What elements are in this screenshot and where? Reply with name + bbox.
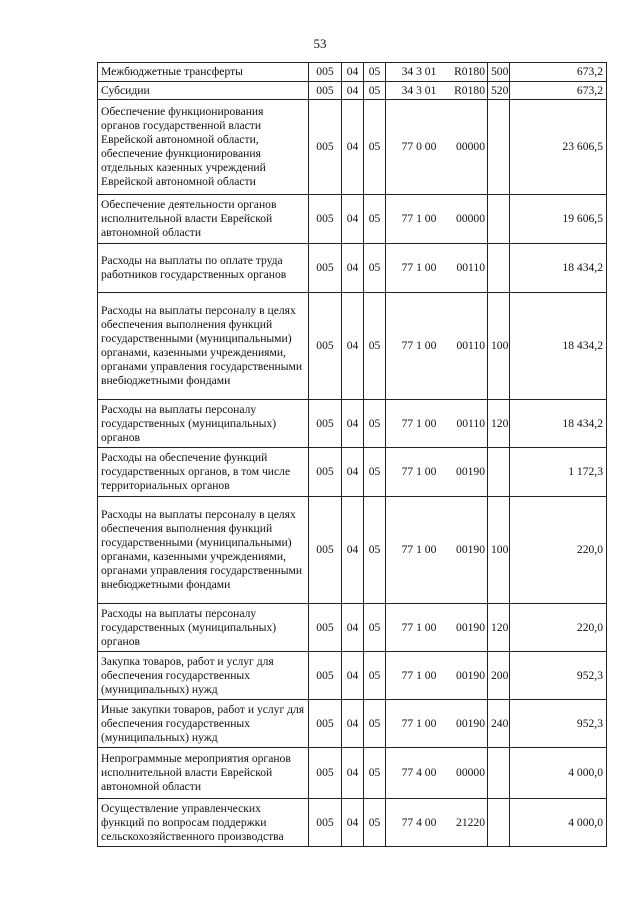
row-csr-code: 00190: [456, 620, 485, 634]
table-row: [98, 497, 607, 604]
row-csr: [386, 195, 488, 244]
row-csr-prefix: 77 4 00: [401, 815, 437, 829]
row-grbs: 005: [309, 748, 342, 799]
row-rz: 04: [342, 195, 364, 244]
table-row: [98, 700, 607, 748]
row-csr: [386, 448, 488, 497]
row-vr: [488, 748, 510, 799]
row-grbs: 005: [309, 652, 342, 700]
row-grbs: 005: [309, 700, 342, 748]
row-pr: 05: [364, 604, 386, 652]
row-csr-prefix: 77 0 00: [401, 140, 437, 153]
row-csr-code: 00110: [456, 416, 485, 430]
row-name: Расходы на обеспечение функций государственных органов, в том числе территориальных органов: [98, 448, 309, 497]
row-pr: 05: [364, 63, 386, 82]
table-row: [98, 652, 607, 700]
row-amount: 220,0: [510, 604, 607, 652]
table-row: [98, 63, 607, 82]
row-csr-code: 00190: [456, 716, 485, 730]
row-pr: 05: [364, 195, 386, 244]
row-csr-code: R0180: [454, 83, 485, 97]
row-grbs: 005: [309, 82, 342, 100]
row-rz: 04: [342, 100, 364, 195]
row-amount: 952,3: [510, 700, 607, 748]
row-rz: 04: [342, 63, 364, 82]
row-csr-prefix: 77 1 00: [401, 212, 437, 225]
row-rz: 04: [342, 400, 364, 448]
row-rz: 04: [342, 497, 364, 604]
row-name: Закупка товаров, работ и услуг для обеспечения государственных (муниципальных) нужд: [98, 652, 309, 700]
row-name: Расходы на выплаты персоналу в целях обеспечения выполнения функций государственными (муниципальными) органами, казенными учреждениями, органами управления государственными внебюджетными фондами: [98, 293, 309, 400]
row-vr: [488, 195, 510, 244]
row-rz: 04: [342, 244, 364, 293]
row-grbs: 005: [309, 195, 342, 244]
row-vr: 520: [488, 82, 510, 100]
row-pr: 05: [364, 799, 386, 847]
row-csr-code: R0180: [454, 65, 485, 78]
row-vr: [488, 799, 510, 847]
row-vr: 120: [488, 400, 510, 448]
table-row: [98, 244, 607, 293]
row-csr: [386, 652, 488, 700]
row-csr: [386, 799, 488, 847]
row-pr: 05: [364, 748, 386, 799]
row-name: Обеспечение функционирования органов государственной власти Еврейской автономной области, обеспечение функционирования отдельных казенных учреждений Еврейской автономной области: [98, 100, 309, 195]
row-grbs: 005: [309, 497, 342, 604]
row-amount: 18 434,2: [510, 400, 607, 448]
row-pr: 05: [364, 82, 386, 100]
row-pr: 05: [364, 400, 386, 448]
row-rz: 04: [342, 293, 364, 400]
row-csr-code: 21220: [456, 815, 485, 829]
row-pr: 05: [364, 448, 386, 497]
row-csr-code: 00000: [456, 212, 485, 225]
row-csr: [386, 497, 488, 604]
row-vr: [488, 100, 510, 195]
row-csr-code: 00000: [456, 140, 485, 153]
row-vr: [488, 244, 510, 293]
row-csr-prefix: 77 1 00: [401, 465, 437, 478]
row-vr: 100: [488, 293, 510, 400]
row-name: Осуществление управленческих функций по вопросам поддержки сельскохозяйственного производства: [98, 799, 309, 847]
row-pr: 05: [364, 293, 386, 400]
row-name: Расходы на выплаты персоналу государственных (муниципальных) органов: [98, 400, 309, 448]
row-amount: 18 434,2: [510, 293, 607, 400]
row-csr: [386, 82, 488, 100]
row-grbs: 005: [309, 244, 342, 293]
table-row: [98, 82, 607, 100]
row-amount: 1 172,3: [510, 448, 607, 497]
row-csr-code: 00190: [456, 668, 485, 682]
table-row: [98, 799, 607, 847]
row-csr: [386, 293, 488, 400]
row-amount: 220,0: [510, 497, 607, 604]
row-rz: 04: [342, 748, 364, 799]
row-vr: 120: [488, 604, 510, 652]
row-amount: 673,2: [510, 63, 607, 82]
page-number: 53: [313, 36, 327, 51]
row-vr: 100: [488, 497, 510, 604]
row-csr-prefix: 77 1 00: [401, 668, 437, 682]
row-amount: 673,2: [510, 82, 607, 100]
row-vr: 200: [488, 652, 510, 700]
table-row: [98, 604, 607, 652]
table-row: [98, 448, 607, 497]
row-csr-prefix: 77 1 00: [401, 716, 437, 730]
row-amount: 952,3: [510, 652, 607, 700]
row-amount: 4 000,0: [510, 748, 607, 799]
row-amount: 23 606,5: [510, 100, 607, 195]
row-name: Межбюджетные трансферты: [98, 63, 309, 82]
row-pr: 05: [364, 652, 386, 700]
row-name: Расходы на выплаты персоналу в целях обеспечения выполнения функций государственными (муниципальными) органами, казенными учреждениями, органами управления государственными внебюджетными фондами: [98, 497, 309, 604]
row-csr: [386, 700, 488, 748]
row-name: Иные закупки товаров, работ и услуг для обеспечения государственных (муниципальных) нужд: [98, 700, 309, 748]
row-csr-prefix: 77 1 00: [401, 261, 437, 274]
row-grbs: 005: [309, 799, 342, 847]
row-vr: 500: [488, 63, 510, 82]
table-row: [98, 293, 607, 400]
row-grbs: 005: [309, 100, 342, 195]
row-csr-prefix: 77 1 00: [401, 543, 437, 556]
row-rz: 04: [342, 700, 364, 748]
budget-table: [97, 62, 607, 847]
row-csr-code: 00110: [456, 261, 485, 274]
row-csr-code: 00110: [456, 339, 485, 352]
row-pr: 05: [364, 244, 386, 293]
row-vr: 240: [488, 700, 510, 748]
row-rz: 04: [342, 799, 364, 847]
row-csr-code: 00190: [456, 543, 485, 556]
row-pr: 05: [364, 497, 386, 604]
row-csr-prefix: 34 3 01: [401, 65, 437, 78]
row-rz: 04: [342, 604, 364, 652]
row-csr-prefix: 77 1 00: [401, 416, 437, 430]
row-name: Расходы на выплаты по оплате труда работников государственных органов: [98, 244, 309, 293]
row-csr-prefix: 34 3 01: [401, 83, 437, 97]
row-grbs: 005: [309, 448, 342, 497]
row-csr: [386, 63, 488, 82]
row-pr: 05: [364, 700, 386, 748]
row-grbs: 005: [309, 293, 342, 400]
row-rz: 04: [342, 448, 364, 497]
table-row: [98, 195, 607, 244]
row-csr: [386, 244, 488, 293]
row-name: Непрограммные мероприятия органов исполнительной власти Еврейской автономной области: [98, 748, 309, 799]
row-grbs: 005: [309, 400, 342, 448]
table-row: [98, 748, 607, 799]
table-row: [98, 400, 607, 448]
row-grbs: 005: [309, 63, 342, 82]
row-amount: 18 434,2: [510, 244, 607, 293]
row-csr: [386, 604, 488, 652]
row-pr: 05: [364, 100, 386, 195]
row-rz: 04: [342, 82, 364, 100]
table-row: [98, 100, 607, 195]
row-amount: 19 606,5: [510, 195, 607, 244]
row-csr: [386, 400, 488, 448]
row-csr-code: 00000: [456, 766, 485, 779]
row-rz: 04: [342, 652, 364, 700]
row-csr: [386, 748, 488, 799]
row-csr-prefix: 77 1 00: [401, 339, 437, 352]
row-grbs: 005: [309, 604, 342, 652]
row-name: Обеспечение деятельности органов исполнительной власти Еврейской автономной области: [98, 195, 309, 244]
row-amount: 4 000,0: [510, 799, 607, 847]
row-csr-code: 00190: [456, 465, 485, 478]
row-name: Расходы на выплаты персоналу государственных (муниципальных) органов: [98, 604, 309, 652]
row-name: Субсидии: [98, 82, 309, 100]
row-csr-prefix: 77 4 00: [401, 766, 437, 779]
row-csr: [386, 100, 488, 195]
row-csr-prefix: 77 1 00: [401, 620, 437, 634]
row-vr: [488, 448, 510, 497]
